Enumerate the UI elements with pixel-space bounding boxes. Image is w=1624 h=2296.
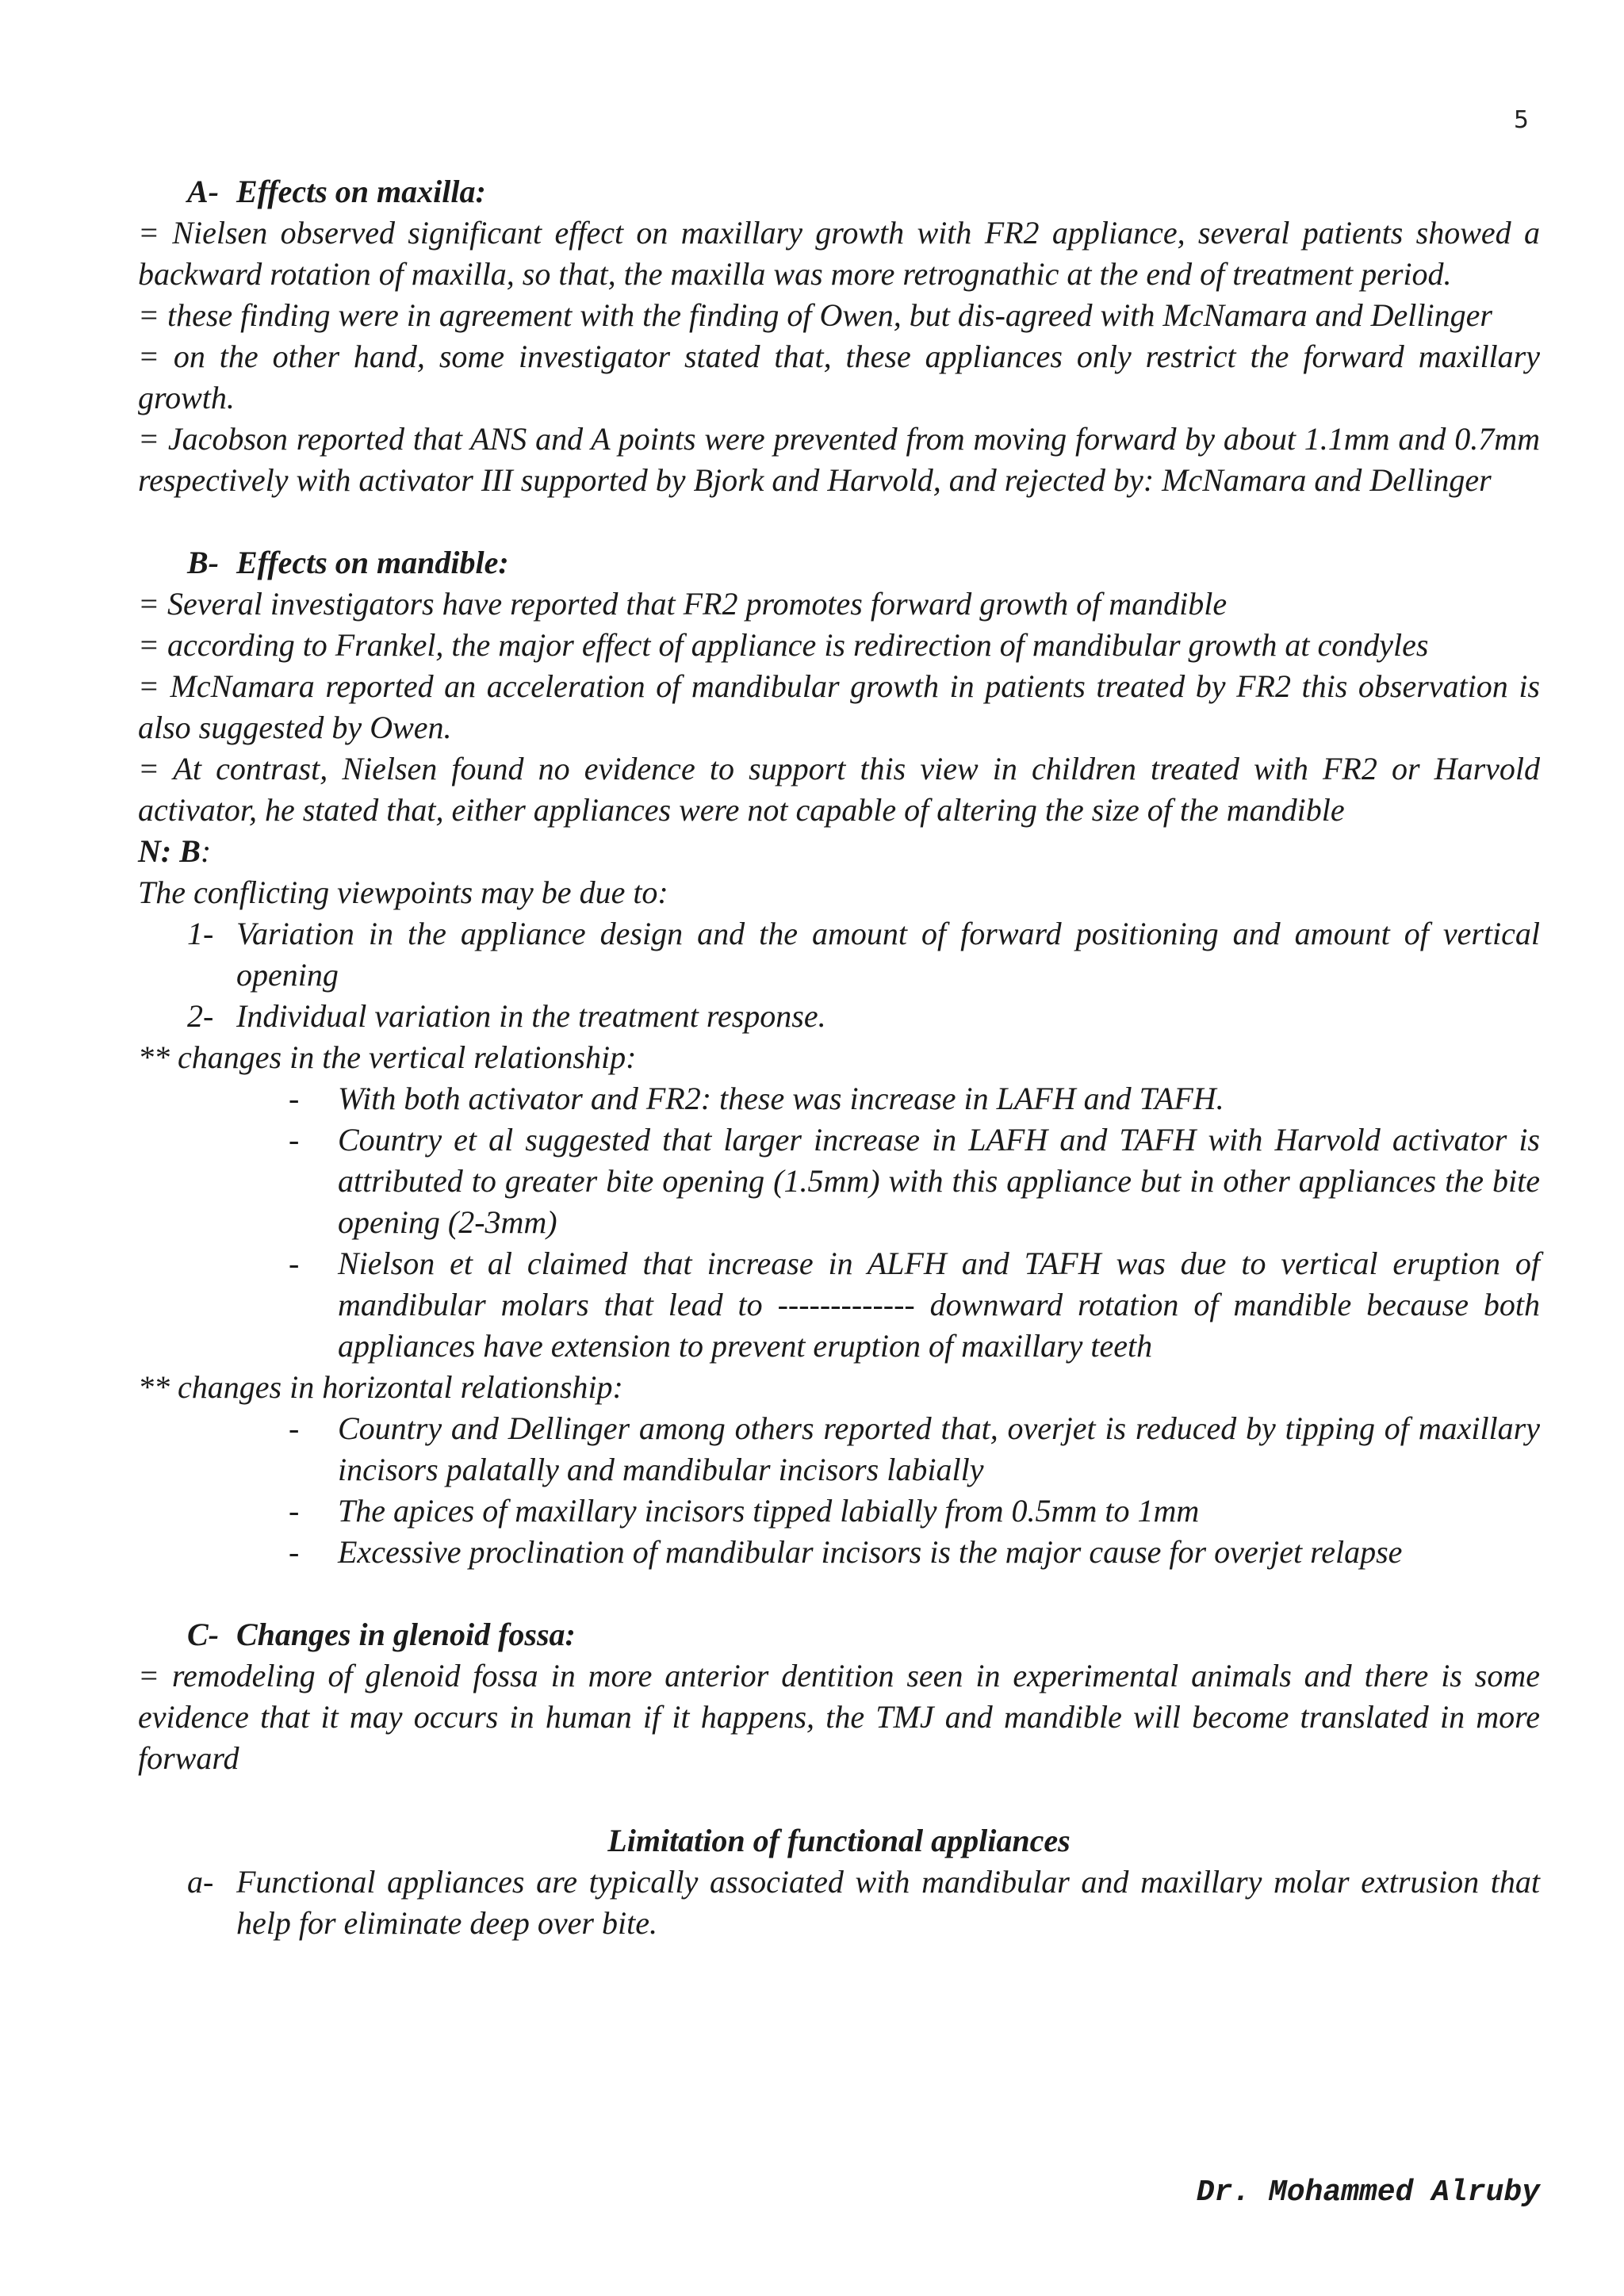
nb-intro: The conflicting viewpoints may be due to: [138, 874, 668, 910]
list-item-text: Nielson et al claimed that increase in ALFH and TAFH was due to vertical eruption of mandibular molars that lead to ------------- downward rotation of mandible because both appliances have extension to prevent eruption of maxillary teeth [338, 1246, 1540, 1364]
list-item-text: Excessive proclination of mandibular incisors is the major cause for overjet relapse [338, 1534, 1403, 1570]
page-content [138, 171, 1540, 1944]
bullet-dash: - [289, 1493, 300, 1529]
vertical-list-item [289, 1119, 1540, 1243]
list-item-text: Country et al suggested that larger increase in LAFH and TAFH with Harvold activator is attributed to greater bite opening (1.5mm) with this appliance but in other appliances the bite opening (2-3mm) [338, 1122, 1540, 1240]
list-item-text: Country and Dellinger among others reported that, overjet is reduced by tipping of maxillary incisors palatally and mandibular incisors labially [338, 1410, 1540, 1487]
list-item-letter: a- [187, 1864, 214, 1900]
vertical-list-item [289, 1078, 1540, 1119]
nb-list-item [187, 996, 1540, 1037]
vertical-changes-heading: ** changes in the vertical relationship: [138, 1039, 637, 1075]
nb-list-item [187, 913, 1540, 996]
spacer [138, 1779, 1540, 1820]
vertical-list-item [289, 1243, 1540, 1367]
bullet-dash: - [289, 1534, 300, 1570]
bullet-dash: - [289, 1410, 300, 1446]
list-item-text: Individual variation in the treatment response. [236, 998, 826, 1034]
section-c-paragraph: = remodeling of glenoid fossa in more anterior dentition seen in experimental animals and there is some evidence that it may occurs in human if it happens, the TMJ and mandible will become translated in more forward [138, 1658, 1540, 1776]
section-c-title: Changes in glenoid fossa: [236, 1617, 576, 1652]
horizontal-list-item [289, 1408, 1540, 1490]
nb-colon: : [200, 833, 212, 869]
section-a-label: A- [187, 174, 219, 209]
section-b-title: Effects on mandible: [236, 545, 509, 580]
horizontal-list-item [289, 1532, 1540, 1573]
page-number: 5 [1513, 106, 1529, 134]
limitation-heading: Limitation of functional appliances [607, 1823, 1071, 1858]
section-b-heading [187, 542, 1540, 584]
list-item-text: The apices of maxillary incisors tipped labially from 0.5mm to 1mm [338, 1493, 1200, 1529]
section-a-paragraph: = on the other hand, some investigator stated that, these appliances only restrict the forward maxillary growth. [138, 339, 1540, 415]
nb-heading [138, 831, 1540, 872]
section-b-paragraph: = according to Frankel, the major effect of appliance is redirection of mandibular growth at condyles [138, 627, 1429, 663]
section-a-paragraph: = these finding were in agreement with the finding of Owen, but dis-agreed with McNamara and Dellinger [138, 297, 1492, 333]
section-b-paragraph: = McNamara reported an acceleration of mandibular growth in patients treated by FR2 this observation is also suggested by Owen. [138, 668, 1540, 745]
list-item-text: Functional appliances are typically associated with mandibular and maxillary molar extrusion that help for eliminate deep over bite. [236, 1864, 1540, 1941]
list-item-text: Variation in the appliance design and the amount of forward positioning and amount of vertical opening [236, 916, 1540, 993]
list-item-number: 2- [187, 998, 214, 1034]
nb-label: N: B [138, 833, 201, 869]
horizontal-list-item [289, 1490, 1540, 1532]
spacer [138, 501, 1540, 542]
section-b-paragraph: = Several investigators have reported that FR2 promotes forward growth of mandible [138, 586, 1228, 622]
section-a-heading [187, 171, 1540, 212]
section-c-heading [187, 1614, 1540, 1655]
limitation-list-item [187, 1862, 1540, 1944]
list-item-number: 1- [187, 916, 214, 951]
bullet-dash: - [289, 1246, 300, 1281]
bullet-dash: - [289, 1122, 300, 1158]
list-item-text: With both activator and FR2: these was increase in LAFH and TAFH. [338, 1081, 1224, 1116]
section-a-paragraph: = Jacobson reported that ANS and A points were prevented from moving forward by about 1.1mm and 0.7mm respectively with activator III supported by Bjork and Harvold, and rejected by: McNamara and Dellinger [138, 421, 1540, 498]
bullet-dash: - [289, 1081, 300, 1116]
section-a-title: Effects on maxilla: [236, 174, 486, 209]
section-b-paragraph: = At contrast, Nielsen found no evidence to support this view in children treated with FR2 or Harvold activator, he stated that, either appliances were not capable of altering the size of the mandible [138, 751, 1540, 828]
horizontal-changes-heading: ** changes in horizontal relationship: [138, 1369, 623, 1405]
section-a-paragraph: = Nielsen observed significant effect on maxillary growth with FR2 appliance, several patients showed a backward rotation of maxilla, so that, the maxilla was more retrognathic at the end of treatment period. [138, 215, 1540, 292]
author-signature: Dr. Mohammed Alruby [1196, 2175, 1540, 2210]
section-b-label: B- [187, 545, 219, 580]
section-c-label: C- [187, 1617, 219, 1652]
spacer [138, 1573, 1540, 1614]
